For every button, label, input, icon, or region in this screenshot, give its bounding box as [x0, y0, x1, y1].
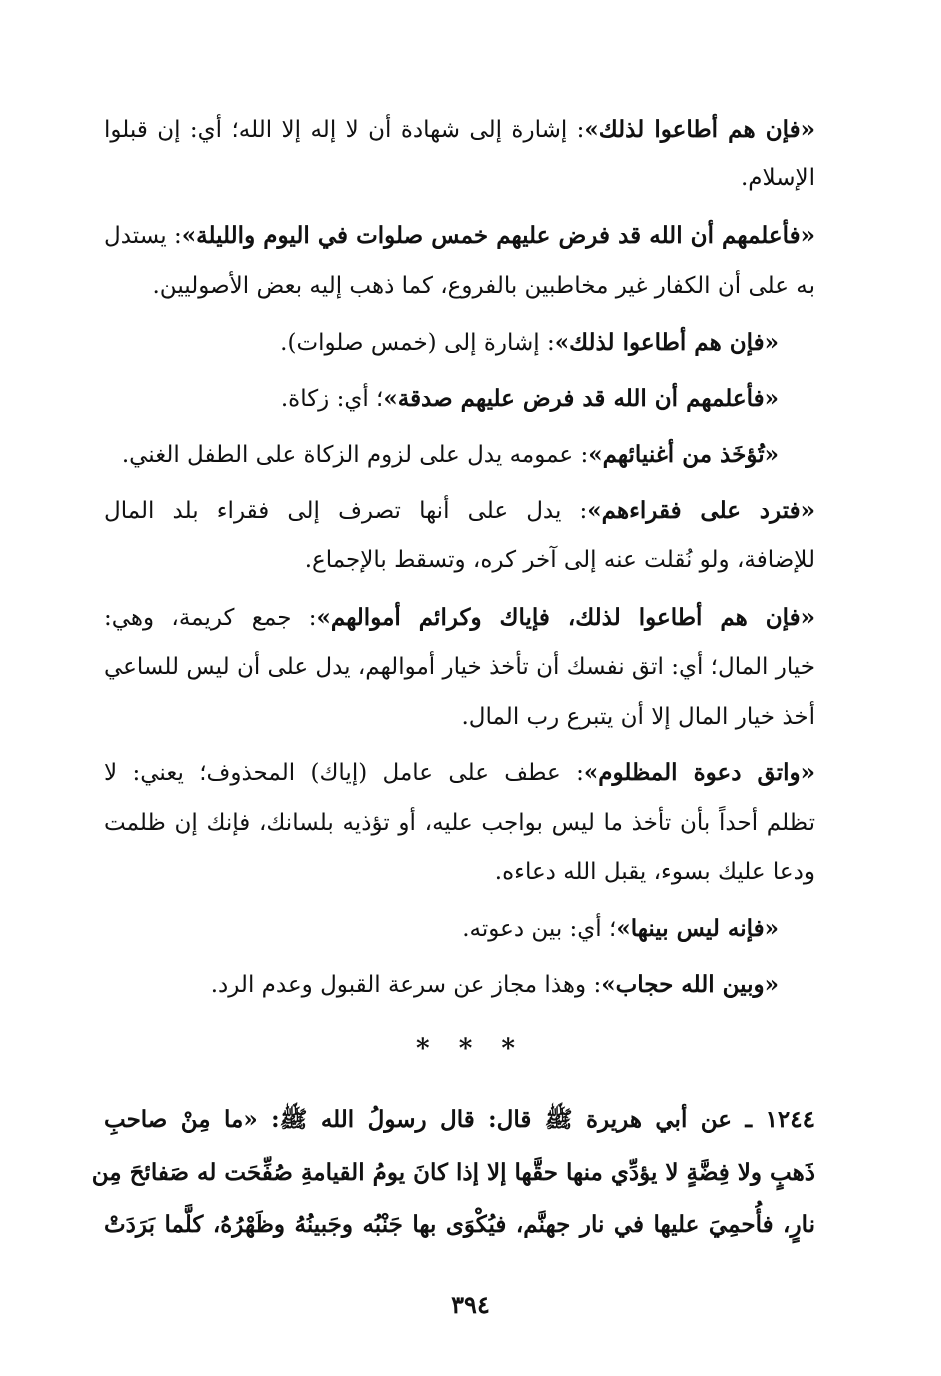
commentary: ؛ أي: بين دعوته. [462, 916, 617, 942]
hadith-line [104, 1208, 815, 1242]
commentary: : إشارة إلى شهادة أن لا إله إلا الله؛ أي: إن قبلوا [104, 117, 585, 143]
bold-quote: «فترد على فقراءهم» [587, 497, 815, 524]
hadith-line [104, 1103, 815, 1137]
text-line [104, 161, 815, 195]
text-line [104, 269, 815, 303]
bold-quote: «فأعلمهم أن الله قد فرض عليهم خمس صلوات في اليوم والليلة» [181, 222, 815, 249]
bold-quote: «وبين الله حجاب» [601, 971, 779, 998]
commentary: أخذ خيار المال إلا أن يتبرع رب المال. [461, 704, 815, 730]
text-line [104, 912, 779, 946]
bold-quote: «فإنه ليس بينها» [616, 915, 779, 942]
text-line [104, 855, 815, 889]
commentary: خيار المال؛ أي: اتق نفسك أن تأخذ خيار أموالهم، يدل على أن ليس للساعي [104, 654, 815, 680]
commentary: للإضافة، ولو نُقلت عنه إلى آخر كره، وتسقط بالإجماع. [304, 547, 815, 573]
text-line [104, 806, 815, 840]
text-line [104, 219, 815, 253]
hadith-text: ١٢٤٤ ـ عن أبي هريرة ﷺ قال: قال رسولُ الله ﷺ: «ما مِنْ صاحبِ [104, 1106, 815, 1133]
text-line [104, 113, 815, 147]
text-line [104, 968, 779, 1002]
commentary: ؛ أي: زكاة. [280, 386, 384, 412]
page-number: ٣٩٤ [451, 1290, 490, 1319]
bold-quote: «واتق دعوة المظلوم» [583, 759, 816, 786]
bold-quote: «فأعلمهم أن الله قد فرض عليهم صدقة» [383, 385, 779, 412]
section-separator: * * * [416, 1034, 525, 1064]
bold-quote: «فإن هم أطاعوا لذلك، فإياك وكرائم أموالهم» [316, 604, 815, 631]
commentary: : عطف على عامل (إياك) المحذوف؛ يعني: لا [104, 760, 584, 786]
text-line [104, 756, 815, 790]
hadith-text: نارٍ، فأُحمِيَ عليها في نار جهنَّم، فيُكْوَى بها جَنْبُه وجَبينُهُ وظَهْرُهُ، كلَّما بَرَدَتْ [104, 1211, 815, 1238]
hadith-line [91, 1156, 815, 1190]
bold-quote: «فإن هم أطاعوا لذلك» [584, 116, 815, 143]
commentary: : يستدل [104, 223, 182, 249]
text-line [104, 382, 779, 416]
commentary: : إشارة إلى (خمس صلوات). [280, 330, 555, 356]
commentary: : جمع كريمة، وهي: [104, 605, 317, 631]
commentary: به على أن الكفار غير مخاطبين بالفروع، كما ذهب إليه بعض الأصوليين. [152, 273, 815, 299]
commentary: : وهذا مجاز عن سرعة القبول وعدم الرد. [210, 972, 602, 998]
text-line [104, 543, 815, 577]
commentary: الإسلام. [740, 165, 815, 191]
commentary: : يدل على أنها تصرف إلى فقراء بلد المال [104, 498, 588, 524]
hadith-text: ذَهبٍ ولا فِضَّةٍ لا يؤدِّي منها حقَّها إلا إذا كانَ يومُ القيامةِ صُفِّحَت له صَفائحَ مِن [91, 1159, 815, 1186]
commentary: : عمومه يدل على لزوم الزكاة على الطفل الغني. [121, 442, 589, 468]
bold-quote: «تُؤخَذ من أغنيائهم» [588, 441, 779, 468]
text-line [104, 494, 815, 528]
text-line [104, 326, 779, 360]
text-line [104, 650, 815, 684]
commentary: تظلم أحداً بأن تأخذ ما ليس بواجب عليه، أو تؤذيه بلسانك، فإنك إن ظلمت [104, 810, 815, 836]
text-line [104, 438, 779, 472]
bold-quote: «فإن هم أطاعوا لذلك» [554, 329, 779, 356]
text-line [104, 700, 815, 734]
text-line [104, 601, 815, 635]
commentary: ودعا عليك بسوء، يقبل الله دعاءه. [494, 859, 815, 885]
